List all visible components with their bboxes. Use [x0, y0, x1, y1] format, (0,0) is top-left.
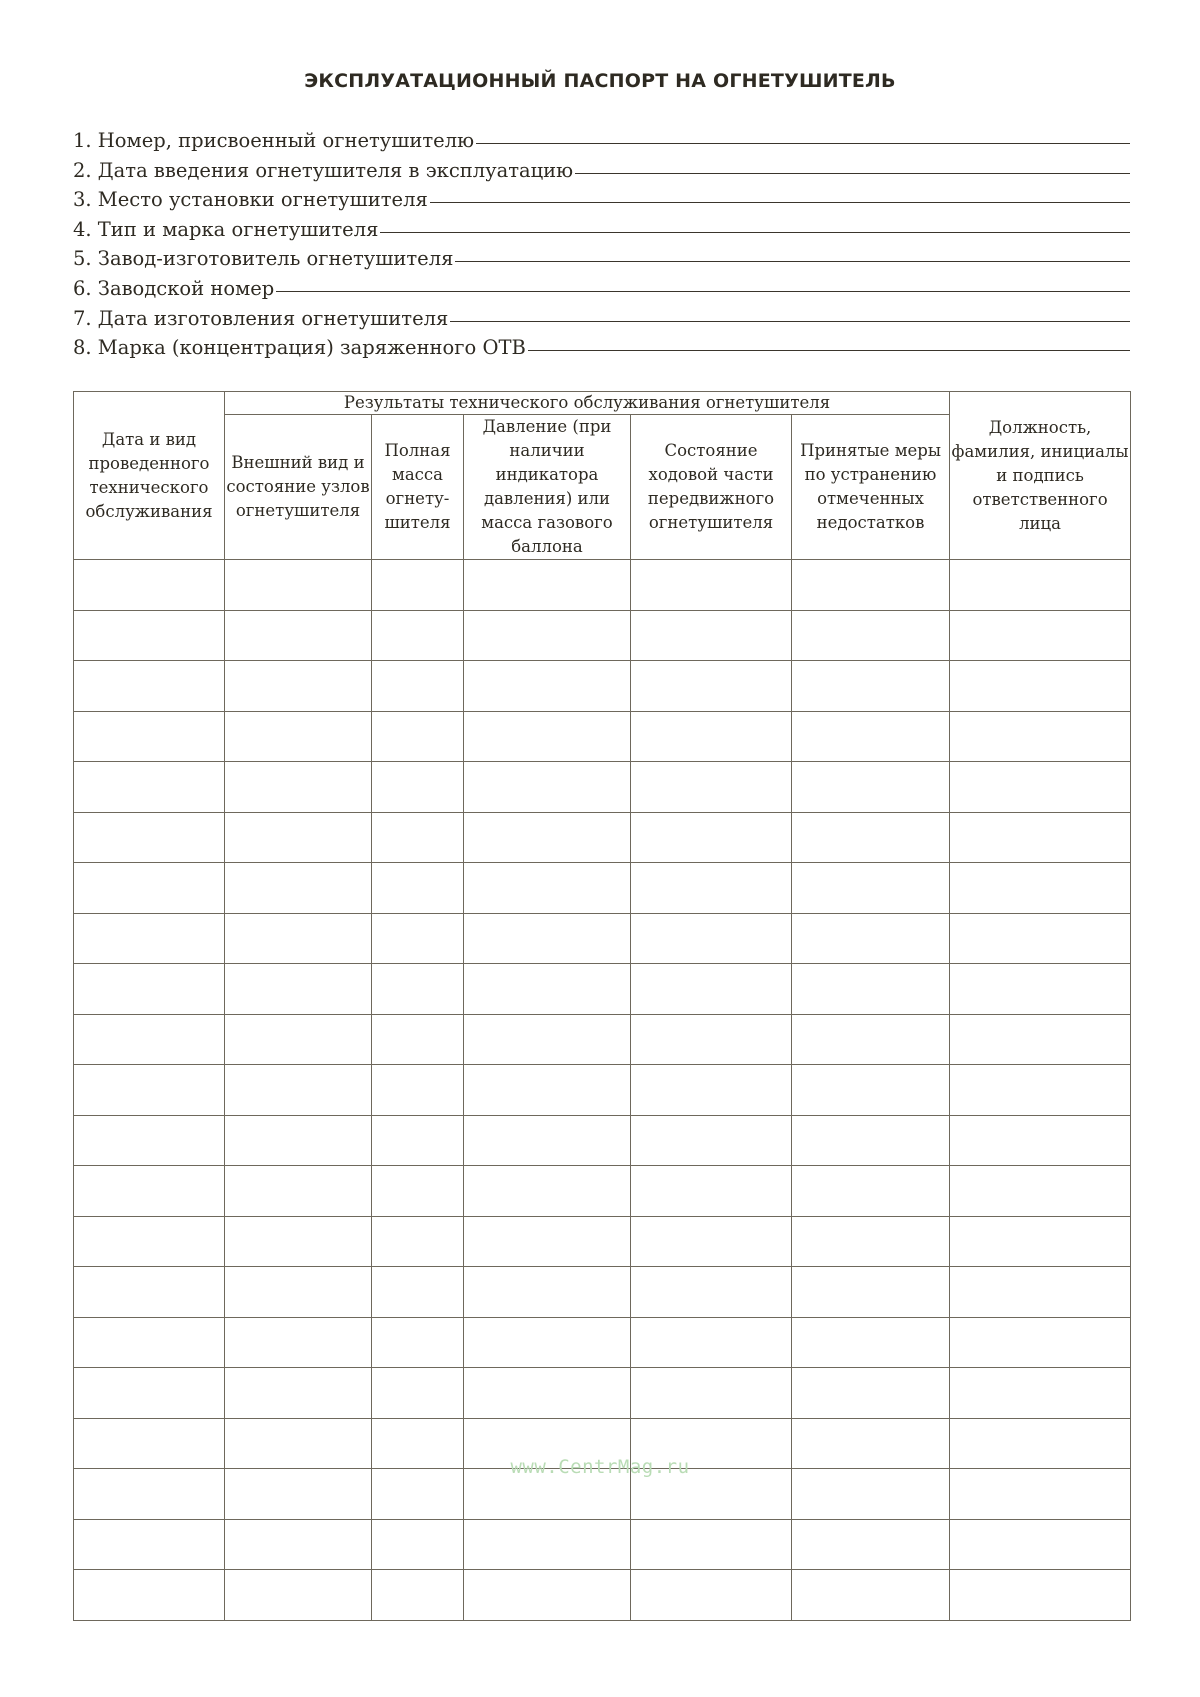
- table-cell[interactable]: [950, 1317, 1131, 1368]
- table-cell[interactable]: [225, 1166, 372, 1217]
- table-cell[interactable]: [372, 610, 464, 661]
- table-cell[interactable]: [792, 1368, 950, 1419]
- table-cell[interactable]: [950, 1115, 1131, 1166]
- table-cell[interactable]: [225, 1519, 372, 1570]
- table-cell[interactable]: [372, 1115, 464, 1166]
- table-row: [74, 863, 1131, 914]
- table-cell[interactable]: [792, 1115, 950, 1166]
- table-cell[interactable]: [950, 1519, 1131, 1570]
- table-cell[interactable]: [225, 964, 372, 1015]
- table-cell[interactable]: [950, 1216, 1131, 1267]
- table-cell[interactable]: [792, 1570, 950, 1621]
- table-cell[interactable]: [225, 1216, 372, 1267]
- field-label: 7. Дата изготовления огнетушителя: [73, 306, 449, 330]
- table-cell[interactable]: [631, 1216, 792, 1267]
- header-appearance: Внешний вид и состояние узлов огнетушителя: [225, 415, 372, 560]
- table-cell[interactable]: [225, 1014, 372, 1065]
- table-cell[interactable]: [372, 661, 464, 712]
- header-responsible-person: Должность, фамилия, инициалы и подпись ответственного лица: [950, 392, 1131, 560]
- table-cell[interactable]: [464, 610, 631, 661]
- table-row: [74, 762, 1131, 813]
- table-cell[interactable]: [372, 1267, 464, 1318]
- table-cell[interactable]: [792, 661, 950, 712]
- table-cell[interactable]: [464, 762, 631, 813]
- table-row: [74, 1570, 1131, 1621]
- table-cell[interactable]: [631, 1065, 792, 1116]
- table-cell[interactable]: [225, 1368, 372, 1419]
- table-cell[interactable]: [631, 964, 792, 1015]
- table-row: [74, 1216, 1131, 1267]
- table-row: [74, 913, 1131, 964]
- table-cell[interactable]: [950, 711, 1131, 762]
- table-cell[interactable]: [631, 1368, 792, 1419]
- table-cell[interactable]: [464, 711, 631, 762]
- table-cell[interactable]: [464, 1014, 631, 1065]
- table-cell[interactable]: [631, 661, 792, 712]
- table-row: [74, 1166, 1131, 1217]
- field-label: 3. Место установки огнетушителя: [73, 188, 428, 212]
- table-row: [74, 812, 1131, 863]
- table-cell[interactable]: [464, 1166, 631, 1217]
- field-line: [73, 274, 1130, 304]
- table-row: [74, 1368, 1131, 1419]
- field-label: 1. Номер, присвоенный огнетушителю: [73, 129, 475, 152]
- table-cell[interactable]: [372, 1166, 464, 1217]
- table-row: [74, 1014, 1131, 1065]
- table-cell[interactable]: [631, 762, 792, 813]
- table-cell[interactable]: [792, 1065, 950, 1116]
- header-date-type: Дата и вид проведенного технического обслуживания: [74, 392, 225, 560]
- table-cell[interactable]: [631, 1267, 792, 1318]
- header-full-mass: Полная масса огнету-шителя: [372, 415, 464, 560]
- field-label: 4. Тип и марка огнетушителя: [73, 217, 379, 241]
- table-cell[interactable]: [74, 1216, 225, 1267]
- table-cell[interactable]: [225, 560, 372, 611]
- table-cell[interactable]: [372, 762, 464, 813]
- field-blank-line[interactable]: [528, 350, 1130, 351]
- field-label: 6. Заводской номер: [73, 276, 275, 300]
- table-cell[interactable]: [372, 964, 464, 1015]
- header-measures-taken: Принятые меры по устранению отмеченных недостатков: [792, 415, 950, 560]
- table-cell[interactable]: [74, 1519, 225, 1570]
- table-cell[interactable]: [631, 711, 792, 762]
- table-row: [74, 1065, 1131, 1116]
- field-blank-line[interactable]: [380, 232, 1130, 233]
- table-cell[interactable]: [74, 812, 225, 863]
- table-row: [74, 560, 1131, 611]
- field-blank-line[interactable]: [575, 173, 1130, 174]
- table-cell[interactable]: [464, 1216, 631, 1267]
- field-line: [73, 304, 1130, 334]
- table-cell[interactable]: [464, 1570, 631, 1621]
- header-chassis-state: Состояние ходовой части передвижного огнетушителя: [631, 415, 792, 560]
- table-cell[interactable]: [74, 762, 225, 813]
- passport-fields: [73, 126, 1130, 363]
- table-cell[interactable]: [225, 661, 372, 712]
- header-pressure: Давление (при наличии индикатора давления) или масса газового баллона: [464, 415, 631, 560]
- table-cell[interactable]: [464, 1519, 631, 1570]
- table-cell[interactable]: [225, 1115, 372, 1166]
- table-cell[interactable]: [631, 1519, 792, 1570]
- table-cell[interactable]: [74, 1166, 225, 1217]
- table-cell[interactable]: [464, 863, 631, 914]
- table-cell[interactable]: [464, 913, 631, 964]
- table-cell[interactable]: [464, 964, 631, 1015]
- table-cell[interactable]: [372, 812, 464, 863]
- table-cell[interactable]: [372, 1570, 464, 1621]
- table-cell[interactable]: [950, 863, 1131, 914]
- table-cell[interactable]: [631, 812, 792, 863]
- table-cell[interactable]: [464, 1115, 631, 1166]
- field-line: [73, 244, 1130, 274]
- field-blank-line[interactable]: [276, 291, 1130, 292]
- field-line: [73, 215, 1130, 245]
- field-line: [73, 156, 1130, 186]
- table-cell[interactable]: [792, 1166, 950, 1217]
- table-cell[interactable]: [792, 964, 950, 1015]
- table-cell[interactable]: [225, 762, 372, 813]
- table-cell[interactable]: [631, 1570, 792, 1621]
- table-cell[interactable]: [74, 1065, 225, 1116]
- table-cell[interactable]: [74, 1570, 225, 1621]
- table-cell[interactable]: [792, 1216, 950, 1267]
- field-line: [73, 333, 1130, 363]
- field-label: 5. Завод-изготовитель огнетушителя: [73, 247, 454, 271]
- table-cell[interactable]: [792, 560, 950, 611]
- table-row: [74, 610, 1131, 661]
- table-cell[interactable]: [792, 1519, 950, 1570]
- table-cell[interactable]: [225, 812, 372, 863]
- table-cell[interactable]: [792, 913, 950, 964]
- table-row: [74, 1519, 1131, 1570]
- table-cell[interactable]: [74, 913, 225, 964]
- table-cell[interactable]: [74, 711, 225, 762]
- table-row: [74, 964, 1131, 1015]
- table-cell[interactable]: [631, 560, 792, 611]
- table-cell[interactable]: [950, 1368, 1131, 1419]
- table-cell[interactable]: [74, 1115, 225, 1166]
- table-cell[interactable]: [74, 661, 225, 712]
- table-cell[interactable]: [950, 1267, 1131, 1318]
- table-cell[interactable]: [372, 863, 464, 914]
- table-cell[interactable]: [950, 1065, 1131, 1116]
- table-cell[interactable]: [372, 1368, 464, 1419]
- table-cell[interactable]: [464, 1267, 631, 1318]
- table-cell[interactable]: [464, 1317, 631, 1368]
- field-blank-line[interactable]: [450, 321, 1130, 322]
- table-cell[interactable]: [74, 1267, 225, 1318]
- field-blank-line[interactable]: [455, 261, 1130, 262]
- table-row: [74, 1267, 1131, 1318]
- table-row: [74, 711, 1131, 762]
- table-cell[interactable]: [225, 610, 372, 661]
- table-cell[interactable]: [74, 964, 225, 1015]
- table-cell[interactable]: [631, 1317, 792, 1368]
- table-cell[interactable]: [225, 913, 372, 964]
- table-cell[interactable]: [631, 610, 792, 661]
- maintenance-log-table: [73, 391, 1131, 1621]
- table-cell[interactable]: [950, 1166, 1131, 1217]
- table-cell[interactable]: [950, 964, 1131, 1015]
- table-cell[interactable]: [372, 1519, 464, 1570]
- table-cell[interactable]: [792, 1317, 950, 1368]
- table-cell[interactable]: [792, 863, 950, 914]
- table-cell[interactable]: [792, 812, 950, 863]
- header-results-group: Результаты технического обслуживания огнетушителя: [225, 392, 950, 415]
- table-cell[interactable]: [464, 812, 631, 863]
- table-cell[interactable]: [950, 762, 1131, 813]
- field-label: 2. Дата введения огнетушителя в эксплуатацию: [73, 158, 574, 182]
- table-cell[interactable]: [372, 1216, 464, 1267]
- table-cell[interactable]: [225, 1267, 372, 1318]
- table-cell[interactable]: [372, 560, 464, 611]
- table-cell[interactable]: [372, 913, 464, 964]
- table-row: [74, 1317, 1131, 1368]
- table-cell[interactable]: [792, 711, 950, 762]
- document-title: ЭКСПЛУАТАЦИОННЫЙ ПАСПОРТ НА ОГНЕТУШИТЕЛЬ: [304, 70, 896, 92]
- table-cell[interactable]: [74, 1368, 225, 1419]
- table-cell[interactable]: [631, 1166, 792, 1217]
- table-cell[interactable]: [950, 661, 1131, 712]
- table-cell[interactable]: [464, 661, 631, 712]
- table-cell[interactable]: [792, 610, 950, 661]
- field-label: 8. Марка (концентрация) заряженного ОТВ: [73, 336, 526, 360]
- table-cell[interactable]: [225, 1317, 372, 1368]
- table-cell[interactable]: [225, 863, 372, 914]
- table-cell[interactable]: [950, 913, 1131, 964]
- watermark: www.CentrMag.ru: [510, 1456, 690, 1478]
- table-cell[interactable]: [950, 1014, 1131, 1065]
- table-cell[interactable]: [792, 1267, 950, 1318]
- table-cell[interactable]: [225, 711, 372, 762]
- table-cell[interactable]: [631, 863, 792, 914]
- table-cell[interactable]: [631, 1115, 792, 1166]
- table-cell[interactable]: [950, 610, 1131, 661]
- table-cell[interactable]: [631, 913, 792, 964]
- table-cell[interactable]: [950, 560, 1131, 611]
- table-cell[interactable]: [372, 711, 464, 762]
- table-cell[interactable]: [74, 610, 225, 661]
- table-cell[interactable]: [74, 560, 225, 611]
- field-blank-line[interactable]: [430, 202, 1130, 203]
- field-line: [73, 185, 1130, 215]
- table-cell[interactable]: [372, 1317, 464, 1368]
- table-cell[interactable]: [74, 863, 225, 914]
- table-cell[interactable]: [464, 1065, 631, 1116]
- table-cell[interactable]: [631, 1014, 792, 1065]
- table-cell[interactable]: [225, 1065, 372, 1116]
- table-row: [74, 1115, 1131, 1166]
- table-cell[interactable]: [950, 1570, 1131, 1621]
- table-cell[interactable]: [792, 762, 950, 813]
- table-cell[interactable]: [372, 1014, 464, 1065]
- table-row: [74, 661, 1131, 712]
- table-cell[interactable]: [792, 1014, 950, 1065]
- table-cell[interactable]: [464, 1368, 631, 1419]
- field-line: [73, 126, 1130, 156]
- table-cell[interactable]: [950, 812, 1131, 863]
- table-cell[interactable]: [464, 560, 631, 611]
- table-cell[interactable]: [225, 1570, 372, 1621]
- table-cell[interactable]: [372, 1065, 464, 1116]
- table-cell[interactable]: [74, 1014, 225, 1065]
- table-cell[interactable]: [74, 1317, 225, 1368]
- field-blank-line[interactable]: [476, 143, 1130, 144]
